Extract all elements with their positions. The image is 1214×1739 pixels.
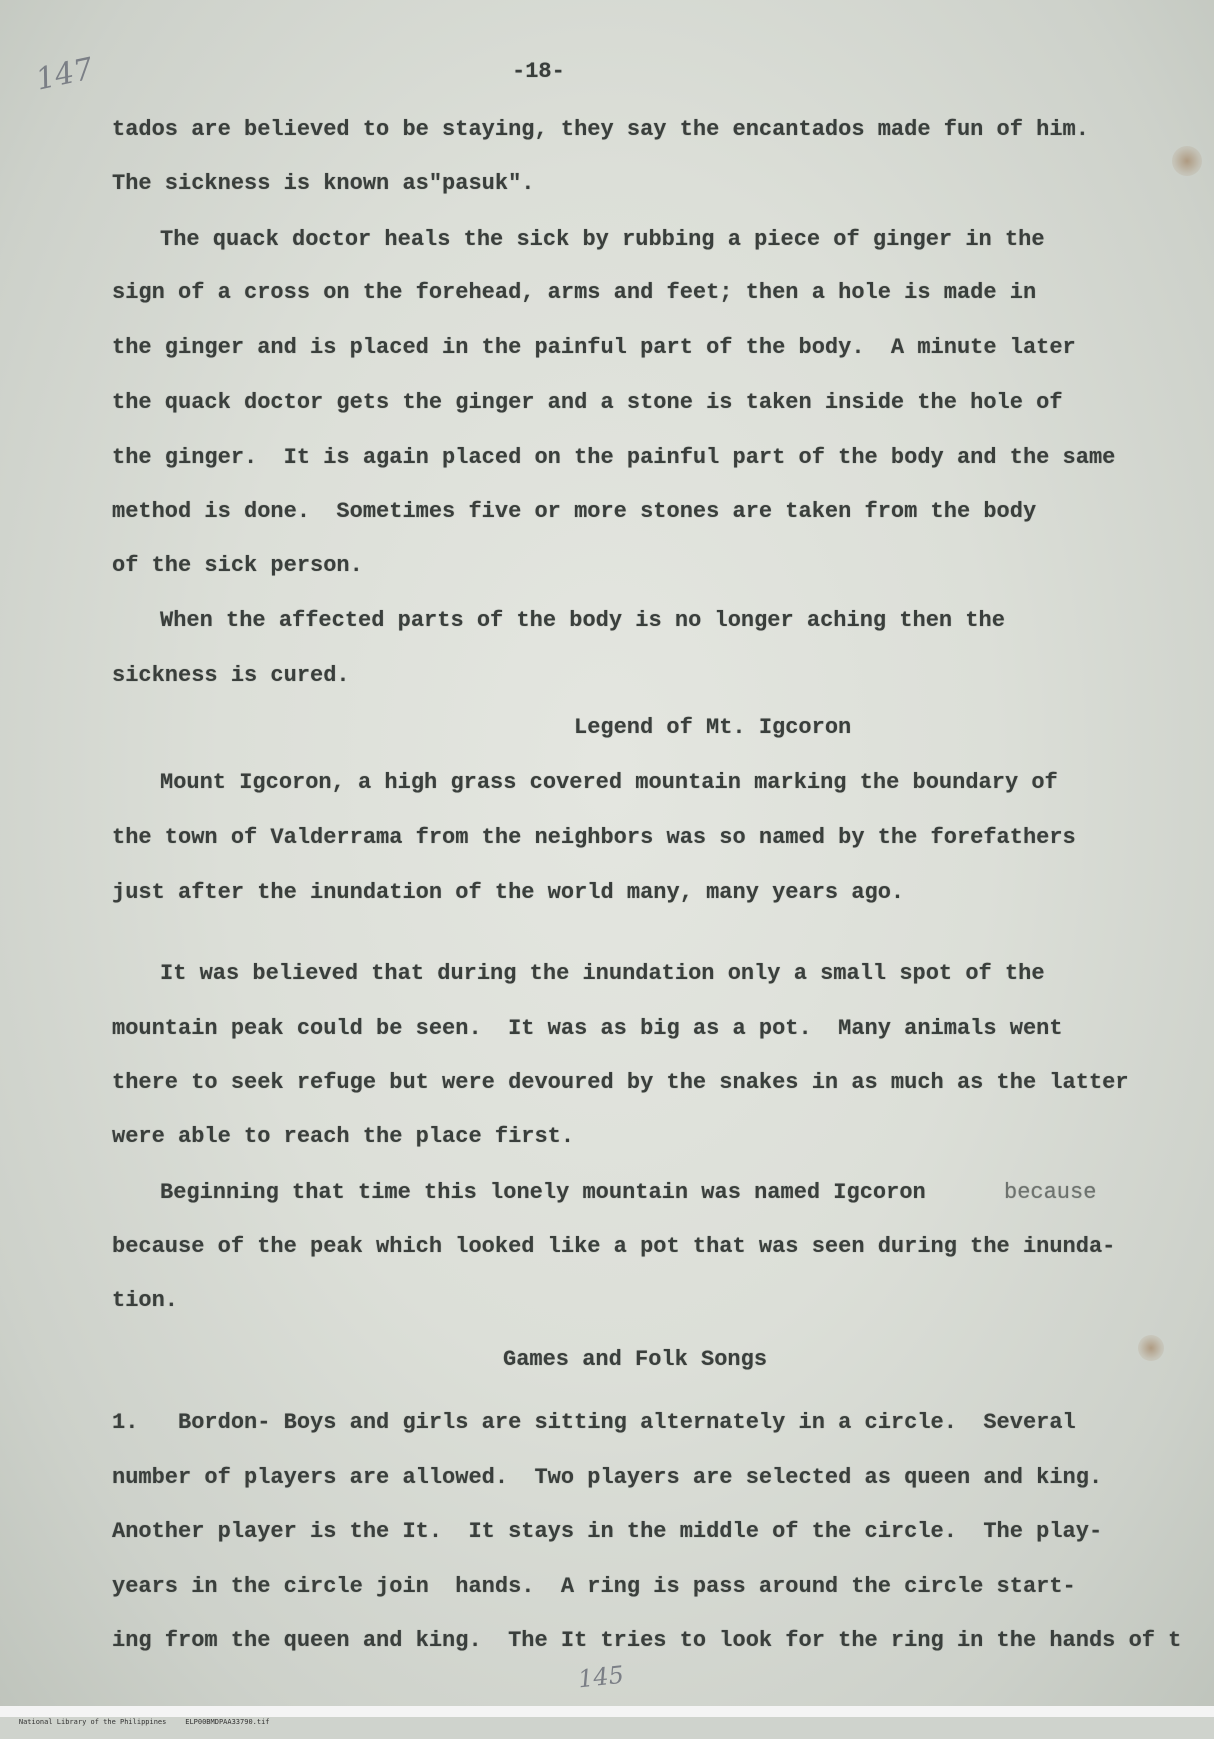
text-line: years in the circle join hands. A ring is pass around the circle start-: [112, 1574, 1076, 1599]
text-line: there to seek refuge but were devoured by the snakes in as much as the latter: [112, 1070, 1129, 1095]
text-line: Another player is the It. It stays in the middle of the circle. The play-: [112, 1519, 1103, 1544]
paper-stain: [1138, 1335, 1164, 1361]
text-line: Beginning that time this lonely mountain was named Igcoron: [160, 1180, 926, 1205]
text-line: method is done. Sometimes five or more stones are taken from the body: [112, 499, 1037, 524]
text-line: the town of Valderrama from the neighbors was so named by the forefathers: [112, 825, 1076, 850]
text-line: the ginger and is placed in the painful part of the body. A minute later: [112, 335, 1076, 360]
handwritten-bottom-mark: 145: [576, 1660, 626, 1694]
text-line: 1. Bordon- Boys and girls are sitting alternately in a circle. Several: [112, 1410, 1076, 1435]
text-line: just after the inundation of the world many, many years ago.: [112, 880, 905, 905]
text-line: sign of a cross on the forehead, arms and feet; then a hole is made in: [112, 280, 1037, 305]
footer-library: National Library of the Philippines: [18, 1718, 167, 1726]
handwritten-folio-mark: 147: [32, 51, 97, 98]
text-line: Mount Igcoron, a high grass covered mountain marking the boundary of: [160, 770, 1058, 795]
text-line: tion.: [112, 1288, 179, 1313]
text-line: The quack doctor heals the sick by rubbing a piece of ginger in the: [160, 227, 1045, 252]
footer-filename: ELP00BMDPAA33790.tif: [185, 1718, 270, 1726]
text-line: the ginger. It is again placed on the painful part of the body and the same: [112, 445, 1116, 470]
paper-stain: [1172, 146, 1202, 176]
text-line: ing from the queen and king. The It tries to look for the ring in the hands of t: [112, 1628, 1182, 1653]
text-line: were able to reach the place first.: [112, 1124, 575, 1149]
text-line: It was believed that during the inundation only a small spot of the: [160, 961, 1045, 986]
text-line: When the affected parts of the body is no longer aching then the: [160, 608, 1005, 633]
text-line: sickness is cured.: [112, 663, 350, 688]
text-line: tados are believed to be staying, they say the encantados made fun of him.: [112, 117, 1089, 142]
faded-word: because: [1004, 1180, 1097, 1205]
page-number: -18-: [512, 59, 565, 84]
text-line: number of players are allowed. Two players are selected as queen and king.: [112, 1465, 1103, 1490]
section-heading: Games and Folk Songs: [503, 1347, 768, 1372]
text-line: the quack doctor gets the ginger and a stone is taken inside the hole of: [112, 390, 1063, 415]
section-heading: Legend of Mt. Igcoron: [574, 715, 852, 740]
scan-footer: [0, 1706, 1214, 1726]
text-line: of the sick person.: [112, 553, 363, 578]
text-line: mountain peak could be seen. It was as big as a pot. Many animals went: [112, 1016, 1063, 1041]
text-line: because of the peak which looked like a pot that was seen during the inunda-: [112, 1234, 1116, 1259]
text-line: The sickness is known as"pasuk".: [112, 171, 535, 196]
